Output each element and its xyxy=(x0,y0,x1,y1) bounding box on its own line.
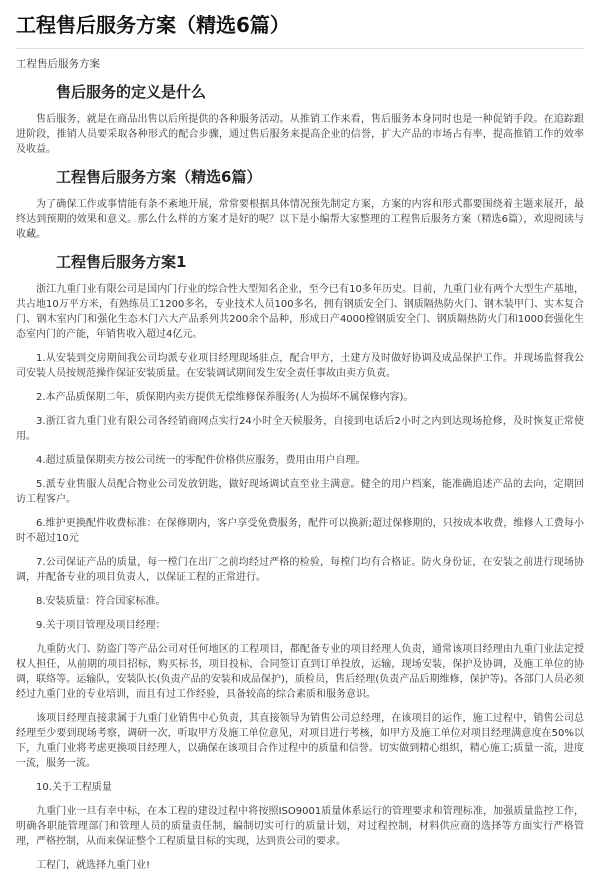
section-definition xyxy=(16,82,584,157)
paragraph: 4.超过质量保期卖方按公司统一的零配件价格供应服务，费用由用户自理。 xyxy=(36,455,366,466)
paragraph: 7.公司保证产品的质量，每一樘门在出厂之前均经过严格的检验，每樘门均有合格证。防火身份证，在安装之前进行现场协调，并配备专业的项目负责人，以保证工程的正常进行。 xyxy=(16,557,584,583)
paragraph: 3.浙江省九重门业有限公司各经销商网点实行24小时全天候服务，自接到电话后2小时之内到达现场抢修，及时恢复正常使用。 xyxy=(16,416,584,442)
document-title: 工程售后服务方案（精选6篇） xyxy=(16,13,290,37)
section-heading: 工程售后服务方案（精选6篇） xyxy=(56,168,262,186)
paragraph: 九重门业一旦有幸中标，在本工程的建设过程中将按照ISO9001质量体系运行的管理要求和管理标准，加强质量监控工作，明确各职能管理部门和管理人员的质量责任制，编制切实可行的质量计划，对过程控制，材料供应商的选择等方面实行严格管理，严格控制，从而来保证整个工程质量目标的实现，达到贵公司的要求。 xyxy=(16,806,584,847)
paragraph: 2.本产品质保期二年，质保期内卖方提供无偿维修保养服务(人为损坏不属保修内容)。 xyxy=(36,392,414,403)
document-subtitle: 工程售后服务方案 xyxy=(16,58,100,70)
title-divider xyxy=(16,48,584,49)
section-plan-1 xyxy=(16,252,584,873)
paragraph: 9.关于项目管理及项目经理： xyxy=(36,620,166,631)
paragraph: 工程门，就选择九重门业! xyxy=(36,860,151,871)
paragraph: 1.从安装到交房期间我公司均派专业项目经理现场驻点，配合甲方，土建方及时做好协调及成品保护工作。并现场监督我公司安装人员按规范操作保证安装质量。在安装调试期间发生安全责任事故由卖方负责。 xyxy=(16,353,584,379)
section-heading: 售后服务的定义是什么 xyxy=(56,83,207,101)
paragraph: 8.安装质量：符合国家标准。 xyxy=(36,596,166,607)
paragraph: 6.维护更换配件收费标准：在保修期内，客户享受免费服务，配件可以换新;超过保修期的，只按成本收费，维修人工费每小时不超过10元 xyxy=(16,518,584,544)
paragraph: 售后服务，就是在商品出售以后所提供的各种服务活动。从推销工作来看，售后服务本身同时也是一种促销手段。在追踪跟进阶段，推销人员要采取各种形式的配合步骤，通过售后服务来提高企业的信誉，扩大产品的市场占有率，提高推销工作的效率及收益。 xyxy=(16,114,584,155)
paragraph: 九重防火门、防盗门等产品公司对任何地区的工程项目，都配备专业的项目经理人负责，通常该项目经理由九重门业法定授权人担任，从前期的项目招标，购买标书，项目投标，合同签订直到订单投放，运输，现场安装，保护及协调，及施工单位的协调，联络等。运输队，安装队长(负责产品的安装和成品保护)，质检员，售后经理(负责产品后期维修，保护等)。各部门人员必须经过九重门业的专业培训，而且有过工作经验，具备较高的综合素质和服务意识。 xyxy=(16,644,584,700)
paragraph: 为了确保工作或事情能有条不紊地开展，常常要根据具体情况预先制定方案，方案的内容和形式都要围绕着主题来展开，最终达到预期的效果和意义。那么什么样的方案才是好的呢？以下是小编帮大家整理的工程售后服务方案（精选6篇），欢迎阅读与收藏。 xyxy=(16,199,584,240)
paragraph: 浙江九重门业有限公司是国内门行业的综合性大型知名企业，至今已有10多年历史。目前，九重门业有两个大型生产基地，共占地10万平方米，有熟练员工1200多名，专业技术人员100多名，拥有钢质安全门、钢质隔热防火门、钢木装甲门、实木复合门、钢木室内门和强化生态木门六大产品系列共200余个品种，形成日产4000樘钢质安全门、钢质隔热防火门和1000套强化生态室内门的产能，年销售收入超过4亿元。 xyxy=(16,284,584,340)
section-intro xyxy=(16,167,584,242)
paragraph: 该项目经理直接隶属于九重门业销售中心负责，其直接领导为销售公司总经理，在该项目的运作，施工过程中，销售公司总经理至少要到现场考察，调研一次，听取甲方及施工单位意见，对项目进行考核，如甲方及施工单位对项目经理满意度在50%以下，九重门业将考虑更换项目经理人，以确保在该项目合作过程中的质量和信誉。切实做到精心组织，精心施工;质量一流，进度一流，服务一流。 xyxy=(16,713,584,769)
paragraph: 5.派专业售服人员配合物业公司发放钥匙，做好现场调试直至业主满意。健全的用户档案，能准确追述产品的去向，定期回访工程客户。 xyxy=(16,479,584,505)
paragraph: 10.关于工程质量 xyxy=(36,782,112,793)
section-heading: 工程售后服务方案1 xyxy=(56,253,187,271)
